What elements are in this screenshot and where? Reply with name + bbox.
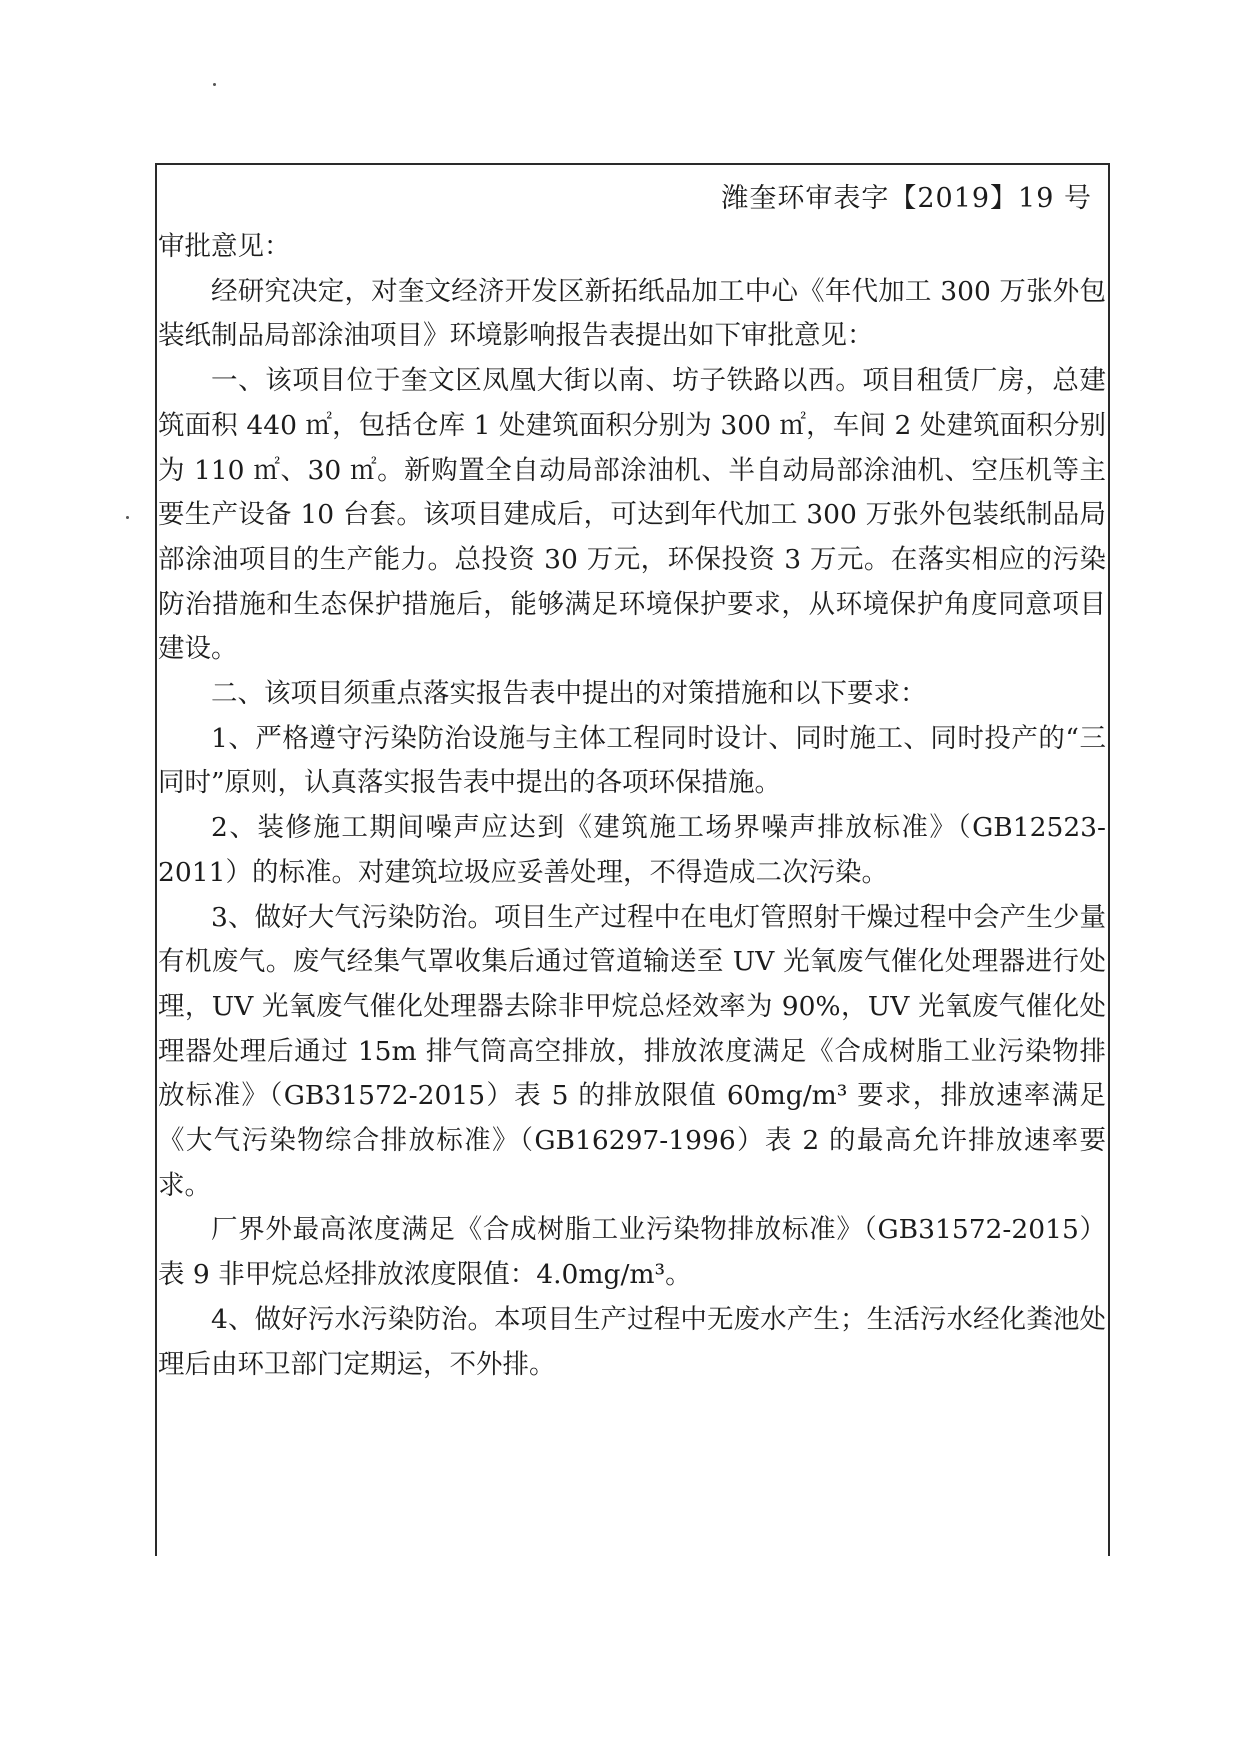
paragraph-item-4: 4、做好污水污染防治。本项目生产过程中无废水产生；生活污水经化粪池处理后由环卫部门定期运，不外排。	[158, 1303, 1106, 1380]
document-number: 潍奎环审表字【2019】19 号	[721, 183, 1092, 214]
paragraph-item-3: 3、做好大气污染防治。项目生产过程中在电灯管照射干燥过程中会产生少量有机废气。废气经集气罩收集后通过管道输送至 UV 光氧废气催化处理器进行处理，UV 光氧废气催化处理器去除非甲烷总烃效率为 90%，UV 光氧废气催化处理器处理后通过 15m 排气筒高空排放，排放浓度满足《合成树脂工业污染物排放标准》（GB31572-2015）表 5 的排放限值 60mg/m³ 要求，排放速率满足《大气污染物综合排放标准》（GB16297-1996）表 2 的最高允许排放速率要求。	[158, 901, 1106, 1201]
scan-speck	[126, 516, 129, 519]
paragraph-project-overview: 一、该项目位于奎文区凤凰大街以南、坊子铁路以西。项目租赁厂房，总建筑面积 440 ㎡，包括仓库 1 处建筑面积分别为 300 ㎡，车间 2 处建筑面积分别为 110 ㎡、30 ㎡。新购置全自动局部涂油机、半自动局部涂油机、空压机等主要生产设备 10 台套。该项目建成后，可达到年代加工 300 万张外包装纸制品局部涂油项目的生产能力。总投资 30 万元，环保投资 3 万元。在落实相应的污染防治措施和生态保护措施后，能够满足环境保护要求，从环境保护角度同意项目建设。	[158, 365, 1106, 665]
paragraph-item-2: 2、装修施工期间噪声应达到《建筑施工场界噪声排放标准》（GB12523-2011）的标准。对建筑垃圾应妥善处理，不得造成二次污染。	[158, 812, 1106, 888]
scan-speck	[213, 83, 216, 86]
paragraph-requirements-intro: 二、该项目须重点落实报告表中提出的对策措施和以下要求：	[211, 678, 927, 710]
approval-heading: 审批意见：	[158, 231, 291, 262]
paragraph-item-1: 1、严格遵守污染防治设施与主体工程同时设计、同时施工、同时投产的“三同时”原则，认真落实报告表中提出的各项环保措施。	[158, 722, 1106, 799]
paragraph-boundary-limit: 厂界外最高浓度满足《合成树脂工业污染物排放标准》（GB31572-2015）表 9 非甲烷总烃排放浓度限值：4.0mg/m³。	[158, 1214, 1106, 1291]
approval-opinion-body	[158, 225, 1106, 1387]
paragraph-decision: 经研究决定，对奎文经济开发区新拓纸品加工中心《年代加工 300 万张外包装纸制品局部涂油项目》环境影响报告表提出如下审批意见：	[158, 275, 1106, 352]
